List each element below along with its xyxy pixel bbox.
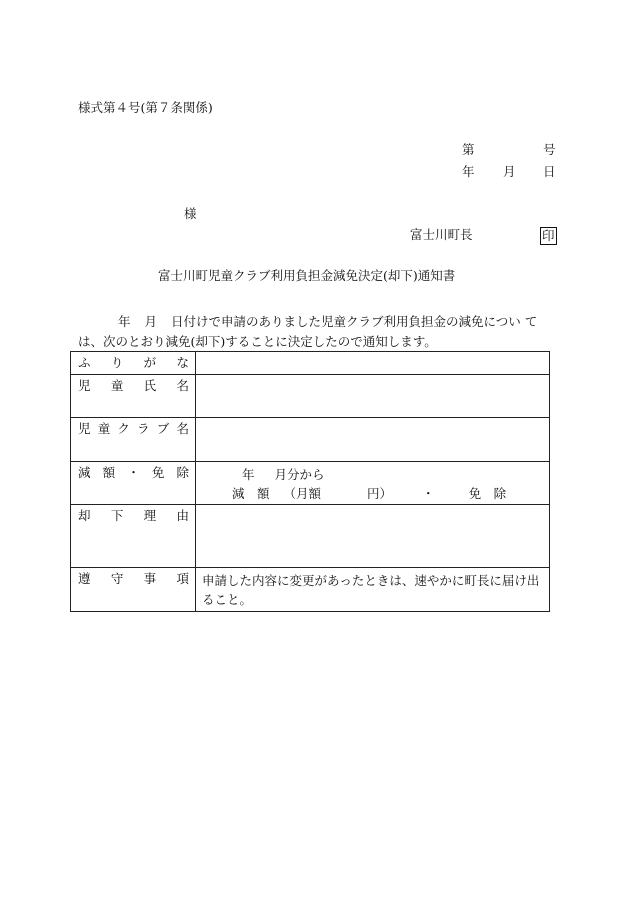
yen-close: 円） [367, 486, 393, 502]
label-char: 童 [97, 421, 111, 436]
table-row [71, 375, 550, 418]
label-char: 名 [176, 378, 189, 393]
reduction-label: 減 額 [232, 486, 270, 502]
label-char: 免 [151, 465, 165, 480]
reduction-year: 年 [242, 467, 255, 482]
label-char: 名 [176, 421, 189, 436]
rejection-reason-value [196, 505, 550, 568]
reduction-month-from: 月分から [274, 467, 325, 482]
exemption-label: 免 除 [468, 486, 507, 502]
issuer: 富士川町長 [410, 227, 473, 242]
label-char: 童 [110, 378, 124, 393]
compliance-value: 申請した内容に変更があったときは、速やかに町長に届け出ること。 [196, 568, 550, 612]
label-char: 額 [102, 465, 116, 480]
date-month: 月 [503, 164, 516, 179]
label-char: ク [117, 421, 130, 436]
reduction-period [202, 465, 543, 484]
body-year: 年 [118, 314, 131, 329]
form-number: 様式第４号(第７条関係) [78, 100, 213, 115]
table-row [71, 568, 550, 612]
label-char: 減 [78, 465, 91, 480]
table-row [71, 505, 550, 568]
label-char: 事 [143, 571, 157, 586]
body-text: 日付けで申請のありました児童クラブ利用負担金の減免につい て [171, 314, 538, 329]
furigana-value [196, 352, 550, 375]
label-char: 由 [176, 508, 189, 523]
label-char: 氏 [143, 378, 157, 393]
row-label [71, 462, 196, 505]
label-char: ふ [78, 355, 91, 370]
row-label [71, 568, 196, 612]
reduction-options [202, 484, 543, 503]
label-reduction-exemption [78, 465, 189, 480]
date-year: 年 [462, 164, 475, 179]
label-child-name [78, 378, 189, 393]
row-label [71, 505, 196, 568]
club-name-value [196, 418, 550, 462]
doc-number-prefix: 第 [462, 142, 475, 157]
document-title: 富士川町児童クラブ利用負担金減免決定(却下)通知書 [158, 268, 456, 283]
option-bullet: ・ [422, 486, 435, 502]
row-label [71, 375, 196, 418]
label-char: 項 [176, 571, 189, 586]
label-char: ・ [127, 465, 140, 480]
date-day: 日 [543, 164, 556, 179]
label-char: り [110, 355, 124, 370]
row-label [71, 418, 196, 462]
label-char: な [176, 355, 189, 370]
table-row [71, 462, 550, 505]
label-char: 児 [78, 378, 91, 393]
table-row [71, 352, 550, 375]
label-char: 理 [143, 508, 157, 523]
addressee-suffix: 様 [184, 206, 197, 221]
label-char: ブ [156, 421, 170, 436]
child-name-value [196, 375, 550, 418]
label-club-name [78, 421, 189, 436]
table-row [71, 418, 550, 462]
label-char: が [143, 355, 157, 370]
label-char: 除 [176, 465, 189, 480]
label-char: ラ [137, 421, 150, 436]
label-char: 守 [110, 571, 124, 586]
label-furigana [78, 355, 189, 370]
label-rejection-reason [78, 508, 189, 523]
label-char: 遵 [78, 571, 91, 586]
label-compliance [78, 571, 189, 586]
doc-number-suffix: 号 [543, 142, 556, 157]
monthly-amount-open: （月額 [283, 486, 322, 502]
notice-table [70, 351, 550, 612]
label-char: 児 [78, 421, 91, 436]
body-line-1 [118, 316, 537, 329]
body-line-2: は、次のとおり減免(却下)することに決定したので通知します。 [78, 334, 437, 349]
seal-mark: 印 [542, 228, 555, 243]
reduction-exemption-value [196, 462, 550, 505]
row-label [71, 352, 196, 375]
body-month: 月 [144, 314, 158, 329]
label-char: 下 [110, 508, 124, 523]
label-char: 却 [78, 508, 91, 523]
